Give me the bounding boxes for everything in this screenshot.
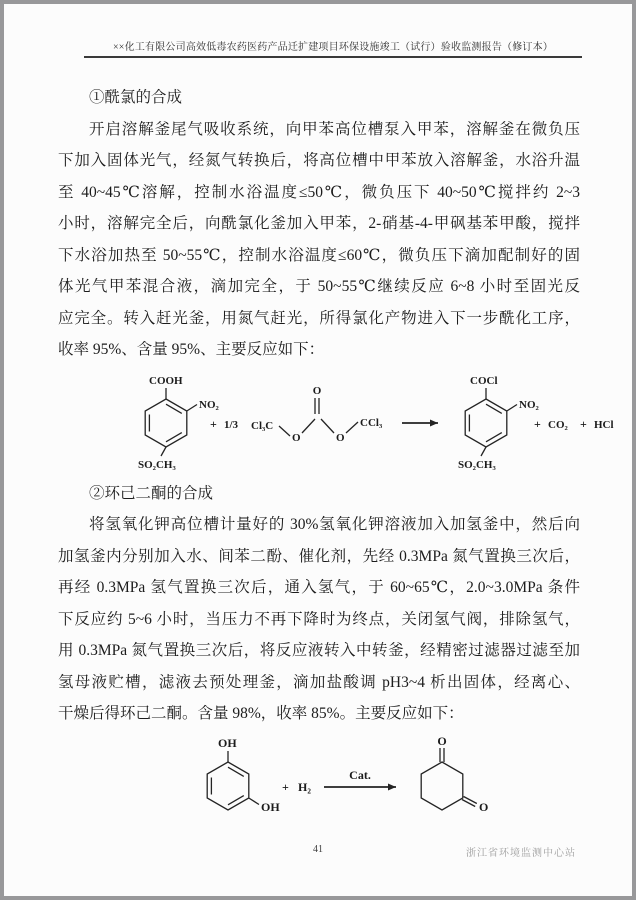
triphosgene-carbonyl-o-label: O <box>312 384 322 397</box>
text-line: 应完全。转入赶光釜，用氮气赶光，所得氯化产物进入下一步酰化工序， <box>58 309 580 327</box>
text-line: 下加入固体光气，经氮气转换后，将高位槽中甲苯放入溶解釜，水浴升温 <box>58 152 580 169</box>
text-line: 体光气甲苯混合液，滴加完全，于 50~55℃继续反应 6~8 小时至固光反 <box>58 278 580 295</box>
reactant-no2-label: NO₂ <box>199 398 219 411</box>
benzene-ring-icon <box>145 399 187 447</box>
text-line: 氢母液贮槽，滤液去预处理釜，滴加盐酸调 pH3~4 析出固体，经离心、 <box>58 673 580 691</box>
header-title: ××化工有限公司高效低毒农药医药产品迁扩建项目环保设施竣工（试行）验收监测报告（修订本） <box>112 42 554 53</box>
product-no2-label: NO₂ <box>519 398 539 411</box>
cyclohexane-ring-icon <box>421 762 463 810</box>
plus-sign: + <box>210 416 217 431</box>
resorcinol-oh-top-label: OH <box>218 735 237 750</box>
reactant-so2ch3-label: SO₂CH₃ <box>138 458 176 471</box>
triphosgene-cl3c-label: Cl₃C <box>251 419 274 432</box>
reactant-cooh-label: COOH <box>149 374 183 387</box>
triphosgene-o-label: O <box>336 431 345 444</box>
triphosgene-o-label: O <box>292 431 301 444</box>
catalyst-label: Cat. <box>349 767 371 782</box>
plus-sign: + <box>580 416 587 431</box>
cyclohexanedione-reaction-scheme <box>180 734 490 834</box>
dione-o-top-label: O <box>437 733 447 748</box>
text-line: 收率 95%、含量 95%、主要反应如下： <box>58 341 325 358</box>
text-line: 干燥后得环己二酮。含量 98%，收率 85%。主要反应如下： <box>58 705 464 722</box>
stoichiometric-coefficient: 1/3 <box>224 418 239 431</box>
hcl-label: HCl <box>594 418 614 431</box>
plus-sign: + <box>534 416 541 431</box>
reaction2-diagram <box>180 734 580 839</box>
document-body <box>58 82 614 839</box>
benzene-ring-icon <box>465 399 507 447</box>
benzene-ring-icon <box>207 762 249 810</box>
footer-organization: 浙江省环境监测中心站 <box>466 848 576 859</box>
text-line: 加氢釜内分别加入水、间苯二酚、催化剂，先经 0.3MPa 氮气置换三次后， <box>58 547 580 565</box>
product-so2ch3-label: SO₂CH₃ <box>458 458 496 471</box>
section2-heading: ②环己二酮的合成 <box>89 484 214 502</box>
text-line: 下反应约 5~6 小时，当压力不再下降时为终点，关闭氢气阀，排除氢气， <box>58 610 580 628</box>
product-cocl-label: COCl <box>470 374 498 387</box>
text-line: 用 0.3MPa 氮气置换三次后，将反应液转入中转釜，经精密过滤器过滤至加 <box>58 642 580 659</box>
text-line: 再经 0.3MPa 氢气置换三次后，通入氢气，于 60~65℃，2.0~3.0MPa 条件 <box>58 579 580 596</box>
page-number: 41 <box>313 844 323 855</box>
text-line: 开启溶解釜尾气吸收系统，向甲苯高位槽泵入甲苯，溶解釜在微负压 <box>89 120 580 138</box>
reaction1-diagram <box>104 371 614 476</box>
triphosgene-ccl3-label: CCl₃ <box>360 416 383 429</box>
text-line: 下水浴加热至 50~55℃，控制水浴温度≤60℃，微负压下滴加配制好的固 <box>58 246 580 264</box>
section1-heading: ①酰氯的合成 <box>89 89 183 106</box>
text-line: 小时，溶解完全后，向酰氯化釜加入甲苯，2-硝基-4-甲砜基苯甲酸，搅拌 <box>58 215 580 232</box>
acyl-chloride-reaction-scheme <box>104 371 624 471</box>
text-line: 将氢氧化钾高位槽计量好的 30%氢氧化钾溶液加入加氢釜中，然后向 <box>89 516 580 533</box>
resorcinol-oh-bottom-label: OH <box>261 799 280 814</box>
co2-label: CO₂ <box>548 418 568 431</box>
plus-sign: + <box>282 779 289 794</box>
page-header <box>84 38 582 58</box>
text-line: 至 40~45℃溶解，控制水浴温度≤50℃，微负压下 40~50℃搅拌约 2~3 <box>58 183 580 201</box>
h2-label: H₂ <box>298 779 311 794</box>
dione-o-right-label: O <box>479 799 489 814</box>
page-footer <box>4 844 632 858</box>
